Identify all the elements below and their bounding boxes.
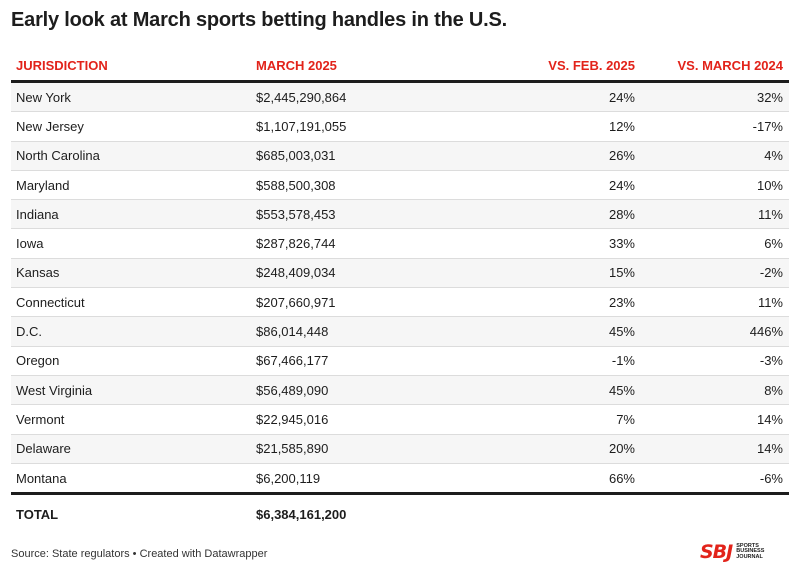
cell-vs-march-2024: 32% — [641, 82, 789, 112]
cell-vs-march-2024: 11% — [641, 200, 789, 229]
table-row — [11, 317, 789, 346]
cell-jurisdiction: Vermont — [11, 405, 251, 434]
logo-subtext: SPORTS BUSINESS JOURNAL — [736, 542, 765, 560]
source-note: Source: State regulators • Created with Datawrapper — [11, 548, 268, 560]
cell-jurisdiction: Montana — [11, 463, 251, 493]
cell-vs-march-2024: 4% — [641, 141, 789, 170]
table-row — [11, 434, 789, 463]
table-row — [11, 346, 789, 375]
cell-vs-feb-2025: 66% — [511, 463, 641, 493]
cell-vs-feb-2025: 26% — [511, 141, 641, 170]
total-empty-cell — [641, 494, 789, 532]
cell-jurisdiction: Iowa — [11, 229, 251, 258]
table-row — [11, 463, 789, 493]
table-row — [11, 375, 789, 404]
cell-jurisdiction: Kansas — [11, 258, 251, 287]
total-label: TOTAL — [16, 506, 59, 522]
cell-vs-feb-2025: 12% — [511, 112, 641, 141]
table-row — [11, 288, 789, 317]
cell-vs-feb-2025: 24% — [511, 170, 641, 199]
cell-vs-march-2024: -6% — [641, 463, 789, 493]
table-row — [11, 112, 789, 141]
cell-vs-march-2024: 446% — [641, 317, 789, 346]
table-row — [11, 229, 789, 258]
cell-march-2025: $67,466,177 — [251, 346, 511, 375]
table-row — [11, 405, 789, 434]
table-row — [11, 258, 789, 287]
cell-march-2025: $56,489,090 — [251, 375, 511, 404]
cell-march-2025: $6,200,119 — [251, 463, 511, 493]
cell-march-2025: $2,445,290,864 — [251, 82, 511, 112]
cell-vs-march-2024: -2% — [641, 258, 789, 287]
cell-vs-march-2024: 11% — [641, 288, 789, 317]
table-row — [11, 170, 789, 199]
cell-jurisdiction: D.C. — [11, 317, 251, 346]
cell-vs-feb-2025: 24% — [511, 82, 641, 112]
cell-vs-march-2024: 14% — [641, 434, 789, 463]
cell-vs-feb-2025: 7% — [511, 405, 641, 434]
cell-march-2025: $588,500,308 — [251, 170, 511, 199]
cell-vs-march-2024: 8% — [641, 375, 789, 404]
cell-vs-march-2024: 6% — [641, 229, 789, 258]
logo-mark: SBJ — [700, 540, 733, 563]
cell-march-2025: $248,409,034 — [251, 258, 511, 287]
cell-vs-march-2024: -3% — [641, 346, 789, 375]
cell-jurisdiction: North Carolina — [11, 141, 251, 170]
sbj-logo — [700, 541, 776, 563]
cell-jurisdiction: New York — [11, 82, 251, 112]
cell-jurisdiction: Delaware — [11, 434, 251, 463]
cell-vs-feb-2025: -1% — [511, 346, 641, 375]
cell-vs-feb-2025: 28% — [511, 200, 641, 229]
column-header-jurisdiction: JURISDICTION — [11, 50, 251, 82]
table-row — [11, 82, 789, 112]
cell-vs-feb-2025: 20% — [511, 434, 641, 463]
cell-vs-feb-2025: 45% — [511, 375, 641, 404]
cell-vs-feb-2025: 15% — [511, 258, 641, 287]
total-empty-cell — [511, 494, 641, 532]
cell-march-2025: $685,003,031 — [251, 141, 511, 170]
cell-vs-march-2024: 10% — [641, 170, 789, 199]
data-table — [11, 50, 789, 531]
cell-vs-feb-2025: 45% — [511, 317, 641, 346]
table-row — [11, 141, 789, 170]
cell-vs-march-2024: 14% — [641, 405, 789, 434]
page-title: Early look at March sports betting handles in the U.S. — [11, 9, 507, 31]
cell-vs-march-2024: -17% — [641, 112, 789, 141]
cell-march-2025: $1,107,191,055 — [251, 112, 511, 141]
cell-jurisdiction: New Jersey — [11, 112, 251, 141]
cell-march-2025: $22,945,016 — [251, 405, 511, 434]
total-value: $6,384,161,200 — [256, 506, 347, 522]
cell-jurisdiction: Indiana — [11, 200, 251, 229]
column-header-march-2025: MARCH 2025 — [251, 50, 511, 82]
column-header-vs-feb-2025: VS. FEB. 2025 — [511, 50, 641, 82]
table-body — [11, 82, 789, 494]
cell-vs-feb-2025: 23% — [511, 288, 641, 317]
cell-jurisdiction: Oregon — [11, 346, 251, 375]
cell-jurisdiction: Maryland — [11, 170, 251, 199]
cell-vs-feb-2025: 33% — [511, 229, 641, 258]
cell-march-2025: $287,826,744 — [251, 229, 511, 258]
column-header-vs-march-2024: VS. MARCH 2024 — [641, 50, 789, 82]
cell-march-2025: $21,585,890 — [251, 434, 511, 463]
total-row — [11, 494, 789, 532]
cell-march-2025: $553,578,453 — [251, 200, 511, 229]
header-row — [11, 50, 789, 82]
cell-march-2025: $86,014,448 — [251, 317, 511, 346]
table-row — [11, 200, 789, 229]
cell-jurisdiction: Connecticut — [11, 288, 251, 317]
cell-march-2025: $207,660,971 — [251, 288, 511, 317]
cell-jurisdiction: West Virginia — [11, 375, 251, 404]
